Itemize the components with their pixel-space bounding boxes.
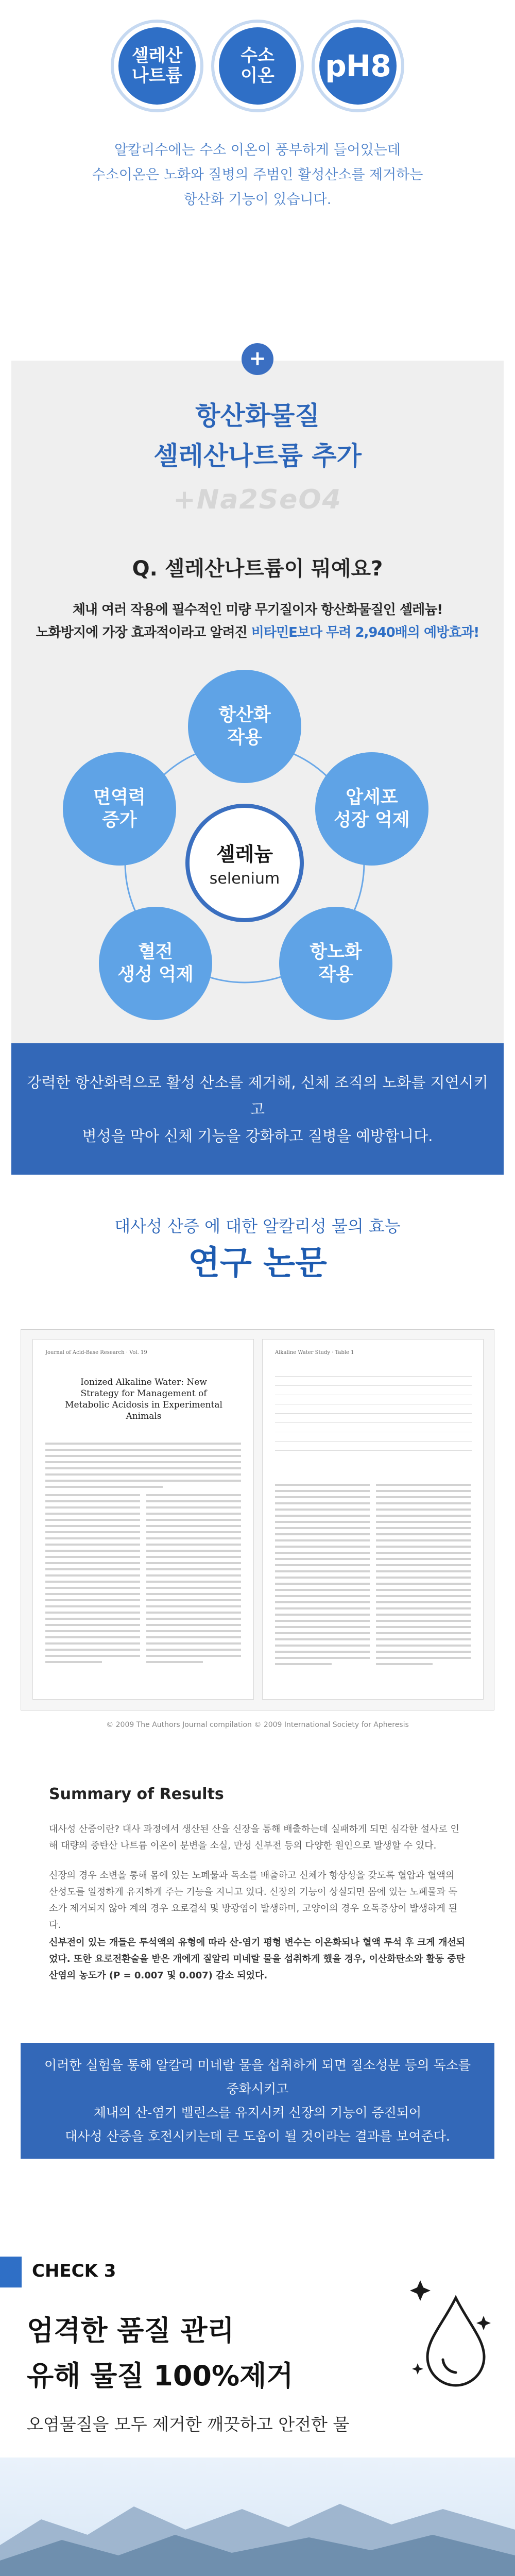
research-conclusion-bar [21,2043,494,2159]
node-immunity: 면역력 증가 [63,752,176,866]
desc-line [11,621,504,644]
node-antioxidant: 항산화 작용 [188,670,301,783]
paper-column-left [275,1484,370,1669]
paper-images [21,1329,494,1710]
badge-sodium-selenate [111,20,203,112]
paper-copyright: © 2009 The Authors Journal compilation © 2009 International Society for Apheresis [106,1721,409,1729]
center-label-ko: 셀레늄 [216,843,273,866]
paper-page-1 [32,1339,254,1700]
selenium-summary-bar [11,1043,504,1175]
check-badge [0,2257,116,2287]
desc-text: 노화방지에 가장 효과적이라고 알려진 [36,625,251,640]
bar-line: 대사성 산증을 호전시키는데 큰 도움이 될 것이라는 결과를 보여준다. [65,2128,450,2144]
badge-hydrogen-ion [211,20,304,112]
check-marker [0,2257,22,2287]
check-title [27,2308,293,2399]
research-subtitle: 대사성 산증 에 대한 알칼리성 물의 효능 [114,1216,401,1236]
intro-text [0,138,515,212]
badge-label: pH8 [319,27,397,105]
node-anti-aging: 항노화 작용 [279,907,392,1020]
bar-line: 변성을 막아 신체 기능을 강화하고 질병을 예방합니다. [82,1127,433,1145]
bar-line: 강력한 항산화력으로 활성 산소를 제거해, 신체 조직의 노화를 지연시키고 [27,1073,488,1118]
title-line: 셀레산나트륨 추가 [153,441,362,471]
bar-line: 이러한 실험을 통해 알칼리 미네랄 물을 섭취하게 되면 질소성분 등의 독소를 중화시키고 [44,2057,471,2096]
paper-column-right [146,1494,241,1667]
selenium-title [11,396,504,476]
selenium-description [11,599,504,644]
desc-highlight: 비타민E보다 무려 2,940배의 예방효과! [251,625,479,640]
paper-column-left [45,1494,140,1667]
water-drop-icon [407,2277,494,2391]
center-selenium [185,804,304,922]
intro-line: 항산화 기능이 있습니다. [183,192,332,208]
paper-abstract-lines [45,1443,241,1492]
intro-line: 알칼리수에는 수소 이온이 풍부하게 들어있는데 [114,142,401,158]
desc-line: 체내 여러 작용에 필수적인 미량 무기질이자 항산화물질인 셀레늄! [72,602,443,618]
paper-column-right [376,1484,471,1669]
node-cancer-suppression: 압세포 성장 억제 [315,752,428,866]
badge-label: 수소 이온 [219,27,296,105]
paper-title: Ionized Alkaline Water: New Strategy for Management of Metabolic Acidosis in Experimental Animals [65,1377,222,1421]
selenium-section [11,347,504,1175]
summary-paragraph-2: 신장의 경우 소변을 통해 몸에 있는 노폐물과 독소를 배출하고 신체가 항상성을 갖도록 혈압과 혈액의 산성도를 일정하게 유지하게 주는 기능을 지니고 있다. 신장의 기능이 상실되면 몸에 있는 노폐물과 독소가 제거되지 않아 계의 경우 요로결석 및 방광염이 발생하며, 고양이의 경우 요독증상이 발생하게 된다. [49,1870,458,1930]
node-thrombus-suppression: 혈전 생성 억제 [99,907,212,1020]
check-label: CHECK 3 [32,2261,116,2281]
intro-section [0,0,515,289]
summary-heading: Summary of Results [49,1785,224,1803]
intro-line: 수소이온은 노화와 질병의 주범인 활성산소를 제거하는 [92,167,423,183]
title-line: 유해 물질 100%제거 [27,2360,294,2392]
lake-landscape-image [0,2458,515,2576]
badge-label: 셀레산 나트륨 [118,27,196,105]
selenium-diagram [11,670,504,1041]
paper-table [275,1370,472,1463]
check-subtitle: 오염물질을 모두 제거한 깨끗하고 안전한 물 [27,2414,350,2434]
selenium-question: Q. 셀레산나트륨이 뭐예요? [132,557,383,581]
paper-header: Alkaline Water Study · Table 1 [275,1350,354,1355]
chemical-formula: +Na2SeO4 [173,484,342,515]
center-label-en: selenium [209,870,280,888]
paper-header: Journal of Acid-Base Research · Vol. 19 [45,1350,147,1355]
plus-icon: + [242,343,273,375]
summary-paragraph-1: 대사성 산증이란? 대사 과정에서 생산된 산을 신장을 통해 배출하는데 실패하게 되면 심각한 설사로 인해 대량의 중탄산 나트륨 이온이 분변을 소실, 만성 신부전 등의 다양한 원인으로 발생할 수 있다. [49,1824,459,1851]
landscape-illustration [0,2458,515,2576]
title-line: 항산화물질 [195,401,320,431]
paper-page-2 [262,1339,484,1700]
title-line: 엄격한 품질 관리 [27,2314,234,2347]
bar-line: 체내의 산-염기 밸런스를 유지시켜 신장의 기능이 증진되어 [93,2105,422,2120]
badge-ph8 [312,20,404,112]
summary-paragraph-3: 신부전이 있는 개들은 투석액의 유형에 따라 산-염기 평형 변수는 이온화되나 혈액 투석 후 크게 개선되었다. 또한 요로전환술을 받은 개에게 질알리 미네랄 물을 섭취하게 했을 경우, 이산화탄소와 활동 중탄 산염의 농도가 (P = 0.007 및 0.007) 감소 되었다. [49,1937,466,1981]
research-title: 연구 논문 [188,1244,327,1282]
